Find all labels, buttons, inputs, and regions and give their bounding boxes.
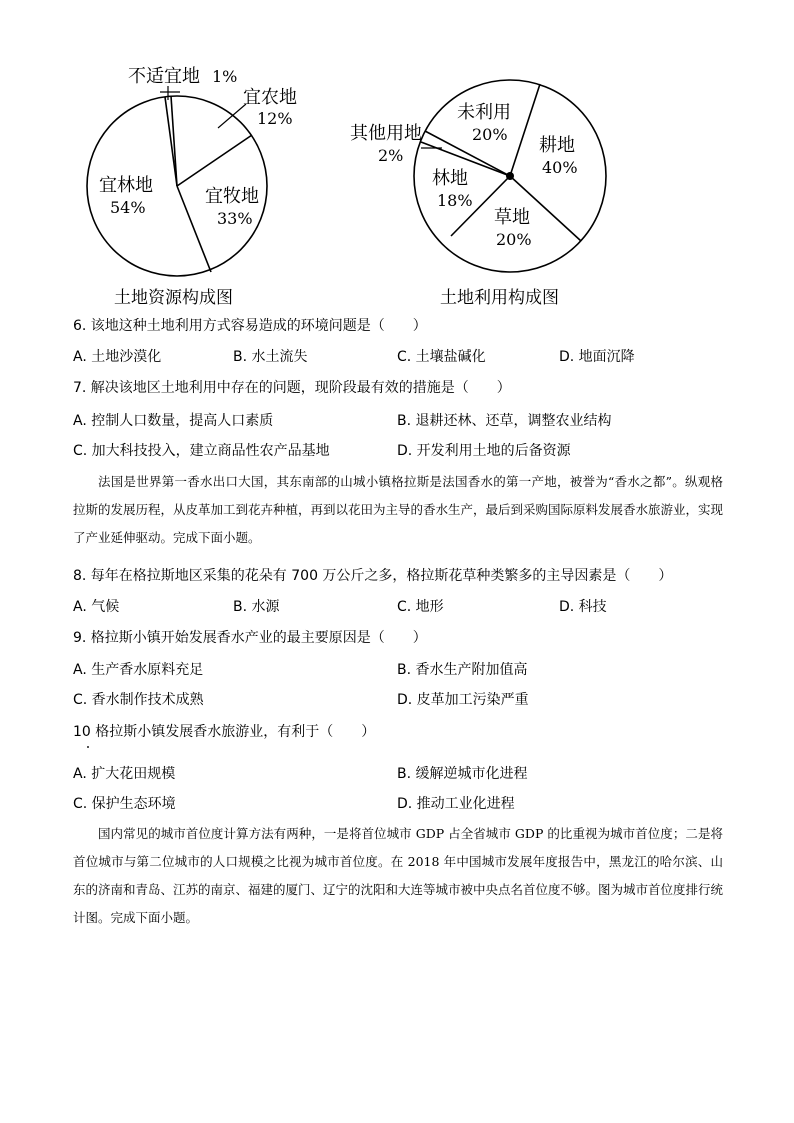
question-10-option-d[interactable]: D. 推动工业化进程	[397, 796, 515, 812]
primacy-passage-text: 国内常见的城市首位度计算方法有两种，一是将首位城市 GDP 占全省城市 GDP 的比重视为城市首位度；二是将首位城市与第二位城市的人口规模之比视为城市首位度。在 2018 年中国城市发展年度报告中，黑龙江的哈尔滨、山东的济南和青岛、江苏的南京、福建的厦门、辽宁的沈阳和大连等城市被中央点名首位度不够。图为城市首位度排行统计图。完成下面小题。	[73, 826, 724, 925]
question-7-option-c[interactable]: C. 加大科技投入，建立商品性农产品基地	[73, 443, 330, 459]
label-unused-name: 未利用	[457, 102, 511, 123]
pie-charts-figure	[0, 0, 794, 310]
question-6-option-d[interactable]: D. 地面沉降	[559, 349, 635, 365]
question-8-option-d[interactable]: D. 科技	[559, 599, 607, 615]
question-8-option-b[interactable]: B. 水源	[233, 599, 280, 615]
slice-farmland-boundary	[510, 84, 540, 176]
question-6-stem: 6. 该地这种土地利用方式容易造成的环境问题是（ ）	[73, 318, 427, 334]
question-9-option-c[interactable]: C. 香水制作技术成熟	[73, 692, 204, 708]
label-agri-pct: 12%	[257, 109, 293, 128]
label-forest-pct: 54%	[110, 198, 146, 217]
land-use-pie	[350, 80, 606, 308]
perfume-passage	[73, 468, 723, 552]
question-6-option-a[interactable]: A. 土地沙漠化	[73, 349, 162, 365]
stray-mark	[87, 746, 89, 748]
question-9-option-b[interactable]: B. 香水生产附加值高	[397, 662, 528, 678]
label-unsuitable-name: 不适宜地	[128, 66, 200, 87]
question-8-option-c[interactable]: C. 地形	[397, 599, 444, 615]
label-pasture-name: 宜牧地	[205, 186, 259, 207]
land-resources-caption: 土地资源构成图	[114, 288, 233, 308]
question-8-stem: 8. 每年在格拉斯地区采集的花朵有 700 万公斤之多，格拉斯花草种类繁多的主导因素是（ ）	[73, 568, 673, 584]
question-7-stem: 7. 解决该地区土地利用中存在的问题，现阶段最有效的措施是（ ）	[73, 380, 511, 396]
question-6-option-c[interactable]: C. 土壤盐碱化	[397, 349, 486, 365]
question-7-option-b[interactable]: B. 退耕还林、还草，调整农业结构	[397, 413, 612, 429]
label-agri-name: 宜农地	[243, 87, 297, 108]
question-9-option-d[interactable]: D. 皮革加工污染严重	[397, 692, 529, 708]
question-7-option-a[interactable]: A. 控制人口数量，提高人口素质	[73, 413, 274, 429]
primacy-passage	[73, 820, 723, 932]
label-other-pct: 2%	[378, 146, 404, 165]
slice-unsuitable-boundary	[165, 97, 177, 186]
label-farmland-name: 耕地	[539, 135, 575, 156]
pie-charts-svg	[0, 0, 794, 310]
question-9-stem: 9. 格拉斯小镇开始发展香水产业的最主要原因是（ ）	[73, 630, 427, 646]
label-unused-pct: 20%	[472, 125, 508, 144]
slice-agri-boundary	[171, 96, 177, 186]
land-resources-pie	[87, 66, 297, 308]
question-10-option-c[interactable]: C. 保护生态环境	[73, 796, 176, 812]
question-9-option-a[interactable]: A. 生产香水原料充足	[73, 662, 204, 678]
label-grass-name: 草地	[494, 207, 530, 228]
label-woodland-name: 林地	[432, 168, 468, 189]
question-10-option-a[interactable]: A. 扩大花田规模	[73, 766, 176, 782]
label-woodland-pct: 18%	[437, 191, 473, 210]
slice-pasture-boundary	[177, 135, 252, 186]
label-farmland-pct: 40%	[542, 158, 578, 177]
land-use-caption: 土地利用构成图	[440, 288, 559, 308]
question-8-option-a[interactable]: A. 气候	[73, 599, 120, 615]
label-other-name: 其他用地	[350, 123, 422, 144]
perfume-passage-text: 法国是世界第一香水出口大国，其东南部的山城小镇格拉斯是法国香水的第一产地，被誉为“香水之都”。纵观格拉斯的发展历程，从皮革加工到花卉种植，再到以花田为主导的香水生产，最后到采购国际原料发展香水旅游业，实现了产业延伸驱动。完成下面小题。	[73, 474, 724, 545]
question-10-option-b[interactable]: B. 缓解逆城市化进程	[397, 766, 528, 782]
label-forest-name: 宜林地	[99, 175, 153, 196]
question-7-option-d[interactable]: D. 开发利用土地的后备资源	[397, 443, 571, 459]
label-pasture-pct: 33%	[217, 209, 253, 228]
label-unsuitable-pct: 1%	[212, 67, 238, 86]
question-6-option-b[interactable]: B. 水土流失	[233, 349, 308, 365]
question-10-stem: 10 格拉斯小镇发展香水旅游业，有利于（ ）	[73, 724, 376, 740]
label-grass-pct: 20%	[496, 230, 532, 249]
land-use-center	[506, 172, 514, 180]
